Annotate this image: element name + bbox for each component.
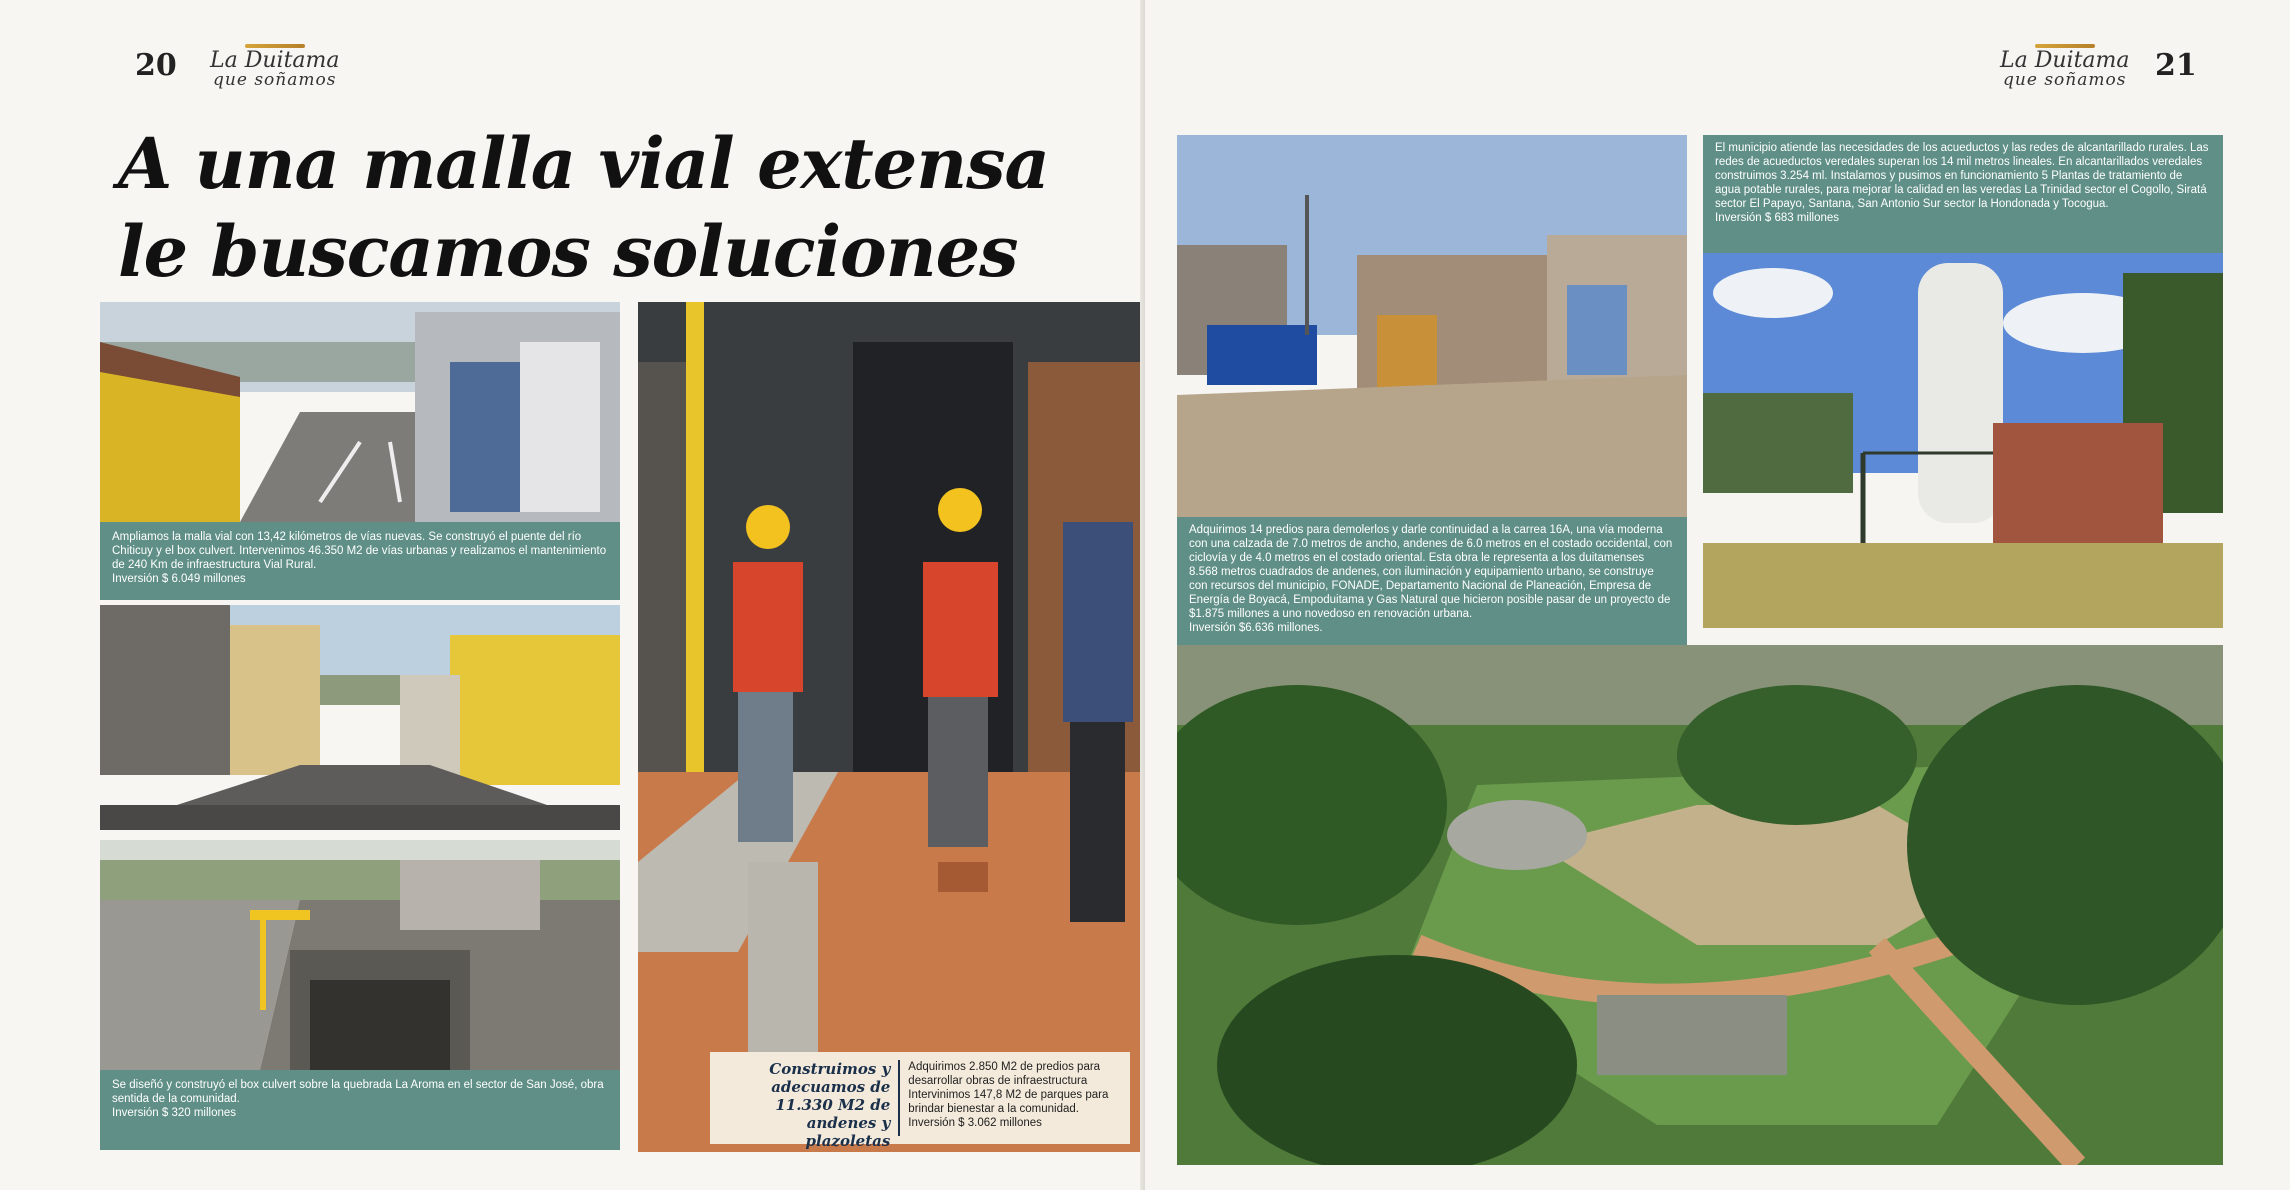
box-culvert-photo [100, 840, 620, 1070]
page-number-right: 21 [2155, 48, 2197, 83]
workers-photo [638, 302, 1150, 1152]
brand-logo-right: La Duitama que soñamos [2000, 44, 2130, 89]
caption-predios: Adquirimos 14 predios para demolerlos y darle continuidad a la carrea 16A, una vía moderna con una calzada de 7.0 metros de ancho, andenes de 6.0 metros en el costado occidental, con ciclovía y de 4.0 metros en el costado oriental. Esta obra le representa a los duitamenses 8.568 metros cuadrados de andenes, con iluminación y equipamiento urbano, se construye con recursos del municipio, FONADE, Departamento Nacional de Planeación, Empresa de Energía de Boyacá, Empoduitama y Gas Natural que hicieron posible pasar de un proyecto de $1.875 millones a uno novedoso en renovación urbana. Inversión $6.636 millones. [1177, 517, 1687, 645]
demolition-photo [1177, 135, 1687, 517]
brand-logo-left: La Duitama que soñamos [210, 44, 340, 89]
park-aerial-photo [1177, 645, 2223, 1165]
water-tank-photo [1703, 253, 2223, 628]
right-page [1145, 0, 2290, 1190]
caption-andenes: Construimos y adecuamos de 11.330 M2 de andenes y plazoletas Adquirimos 2.850 M2 de predios para desarrollar obras de infraestructura Intervinimos 147,8 M2 de parques para brindar bienestar a la comunidad. Inversión $ 3.062 millones [710, 1052, 1130, 1144]
page-number-left: 20 [135, 48, 177, 83]
caption-vias: Ampliamos la malla vial con 13,42 kilómetros de vías nuevas. Se construyó el puente del río Chiticuy y el box culvert. Intervenimos 46.350 M2 de vías urbanas y realizamos el mantenimiento de 240 Km de infraestructura Vial Rural. Inversión $ 6.049 millones [100, 522, 620, 600]
caption-acueductos: El municipio atiende las necesidades de los acueductos y las redes de alcantarillado rurales. Las redes de acueductos veredales superan los 14 mil metros lineales. En alcantarillados veredales construimos 3.254 ml. Instalamos y pusimos en funcionamiento 5 Plantas de tratamiento de agua potable rurales, para mejorar la calidad en las veredas La Trinidad sector el Cogollo, Siratá sector El Papayo, Santana, San Antonio Sur sector la Hondonada y Tocogua. Inversión $ 683 millones [1703, 135, 2223, 253]
street-photo-2 [100, 605, 620, 830]
caption-box-culvert: Se diseñó y construyó el box culvert sobre la quebrada La Aroma en el sector de San José, obra sentida de la comunidad. Inversión $ 320 millones [100, 1070, 620, 1150]
street-photo-1 [100, 302, 620, 522]
headline: A una malla vial extensa le buscamos soluciones [118, 122, 1049, 293]
